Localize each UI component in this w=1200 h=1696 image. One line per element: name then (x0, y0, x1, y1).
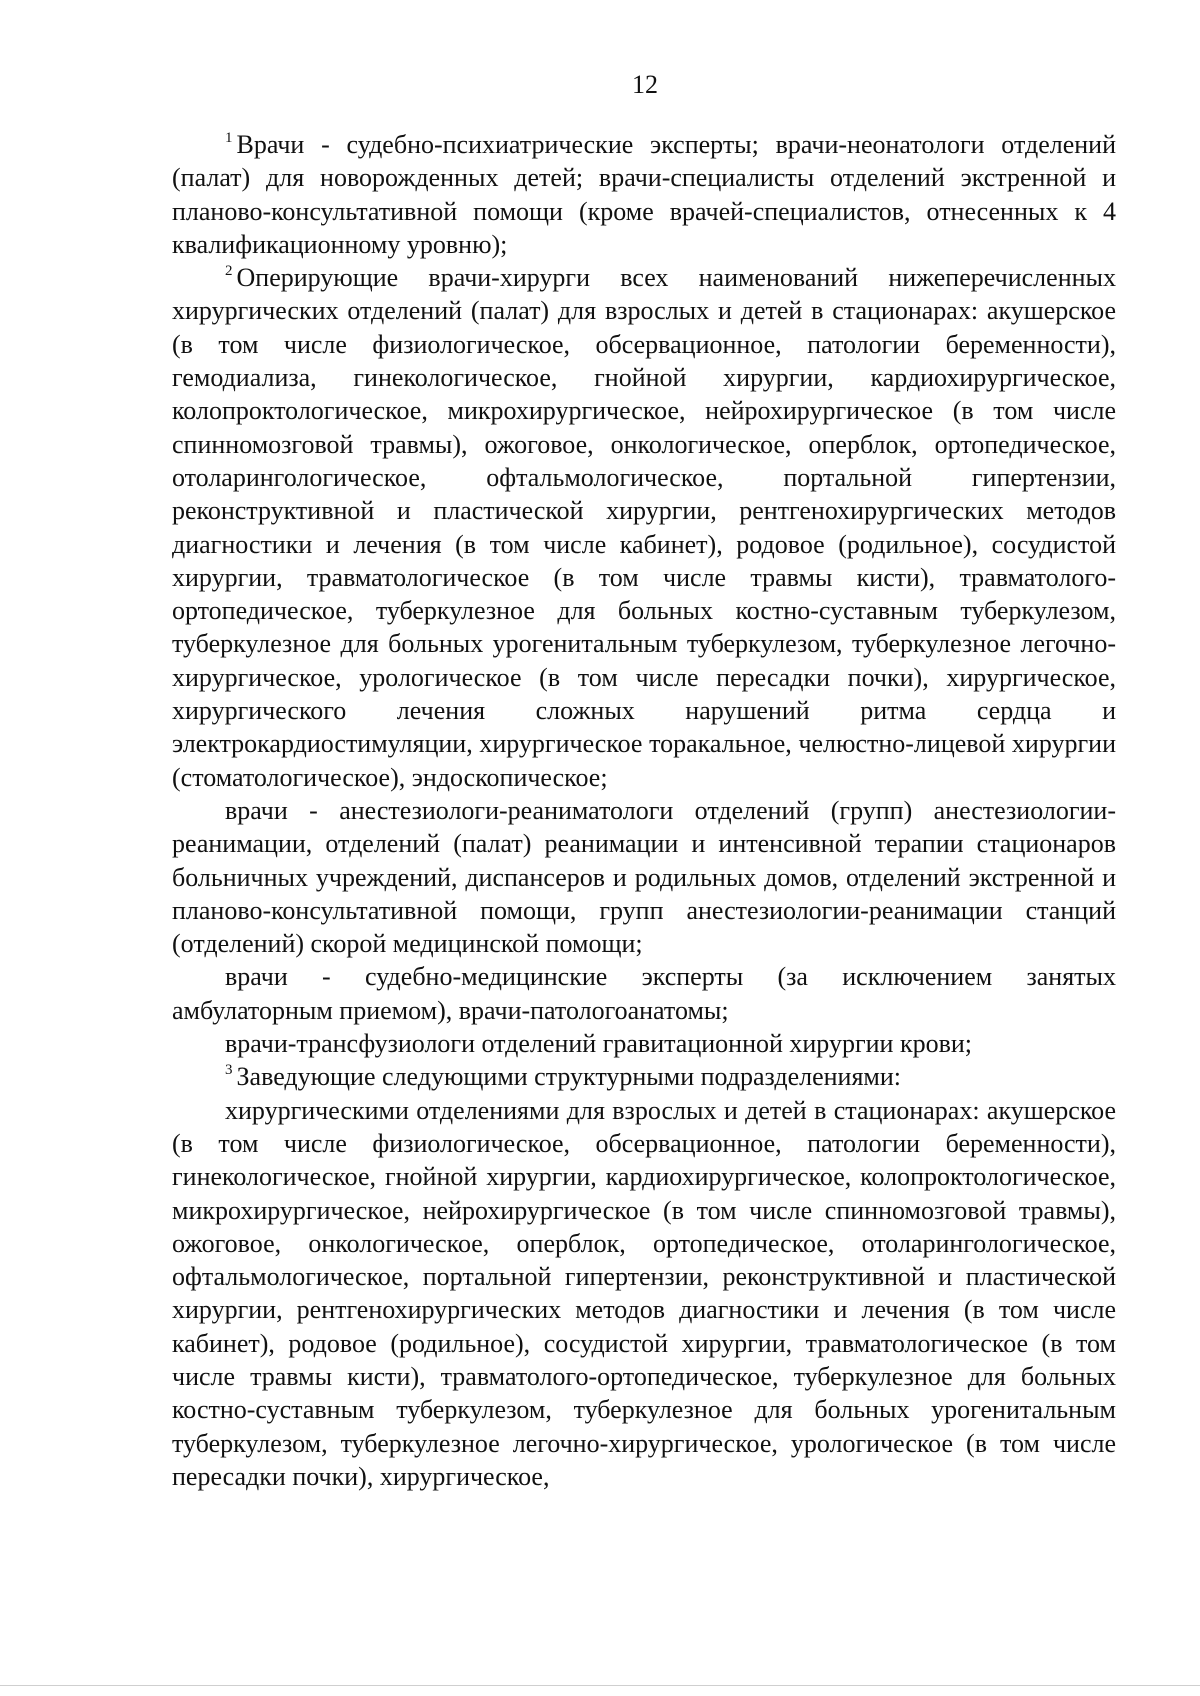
paragraph-footnote-1 (172, 128, 1116, 261)
paragraph-text: врачи-трансфузиологи отделений гравитационной хирургии крови; (225, 1029, 973, 1059)
paragraph-footnote-2 (172, 261, 1116, 794)
paragraph-text: врачи - судебно-медицинские эксперты (за исключением занятых амбулаторным приемом), врачи-патологоанатомы; (172, 962, 1116, 1025)
paragraph-text: Заведующие следующими структурными подразделениями: (236, 1062, 902, 1092)
footnote-marker: 1 (225, 130, 233, 146)
page-number: 12 (632, 70, 658, 99)
paragraph-text: Оперирующие врачи-хирурги всех наименований нижеперечисленных хирургических отделений (палат) для взрослых и детей в стационарах: акушерское (в том числе физиологическое, обсервационное, патологии беременности), гемодиализа, гинекологическое, гнойной хирургии, кардиохирургическое, колопроктологическое, микрохирургическое, нейрохирургическое (в том числе спинномозговой травмы), ожоговое, онкологическое, оперблок, ортопедическое, отоларингологическое, офтальмологическое, портальной гипертензии, реконструктивной и пластической хирургии, рентгенохирургических методов диагностики и лечения (в том числе кабинет), родовое (родильное), сосудистой хирургии, травматологическое (в том числе травмы кисти), травматолого-ортопедическое, туберкулезное для больных костно-суставным туберкулезом, туберкулезное для больных урогенитальным туберкулезом, туберкулезное легочно-хирургическое, урологическое (в том числе пересадки почки), хирургическое, хирургического лечения сложных нарушений ритма сердца и электрокардиостимуляции, хирургическое торакальное, челюстно-лицевой хирургии (стоматологическое), эндоскопическое; (172, 263, 1116, 792)
paragraph-transfusiologists (172, 1027, 1116, 1060)
footnote-marker: 2 (225, 263, 233, 280)
footnote-marker: 3 (225, 1062, 233, 1079)
paragraph-text: врачи - анестезиологи-реаниматологи отделений (групп) анестезиологии-реанимации, отделений (палат) реанимации и интенсивной терапии стационаров больничных учреждений, диспансеров и родильных домов, отделений экстренной и планово-консультативной помощи, групп анестезиологии-реанимации станций (отделений) скорой медицинской помощи; (172, 795, 1116, 959)
scan-edge-line (0, 1685, 1200, 1686)
paragraph-anesthesiologists (172, 794, 1116, 960)
paragraph-text: Врачи - судебно-психиатрические эксперты; врачи-неонатологи отделений (палат) для новорожденных детей; врачи-специалисты отделений экстренной и планово-консультативной помощи (кроме врачей-специалистов, отнесенных к 4 квалификационному уровню); (172, 130, 1116, 259)
paragraph-forensic-experts (172, 960, 1116, 1027)
paragraph-text: хирургическими отделениями для взрослых и детей в стационарах: акушерское (в том числе физиологическое, обсервационное, патологии беременности), гинекологическое, гнойной хирургии, кардиохирургическое, колопроктологическое, микрохирургическое, нейрохирургическое (в том числе спинномозговой травмы), ожоговое, онкологическое, оперблок, ортопедическое, отоларингологическое, офтальмологическое, портальной гипертензии, реконструктивной и пластической хирургии, рентгенохирургических методов диагностики и лечения (в том числе кабинет), родовое (родильное), сосудистой хирургии, травматологическое (в том числе травмы кисти), травматолого-ортопедическое, туберкулезное для больных костно-суставным туберкулезом, туберкулезное для больных урогенитальным туберкулезом, туберкулезное легочно-хирургическое, урологическое (в том числе пересадки почки), хирургическое, (172, 1095, 1116, 1491)
paragraph-footnote-3 (172, 1060, 1116, 1093)
document-body (172, 128, 1116, 1493)
paragraph-surgical-departments (172, 1094, 1116, 1494)
